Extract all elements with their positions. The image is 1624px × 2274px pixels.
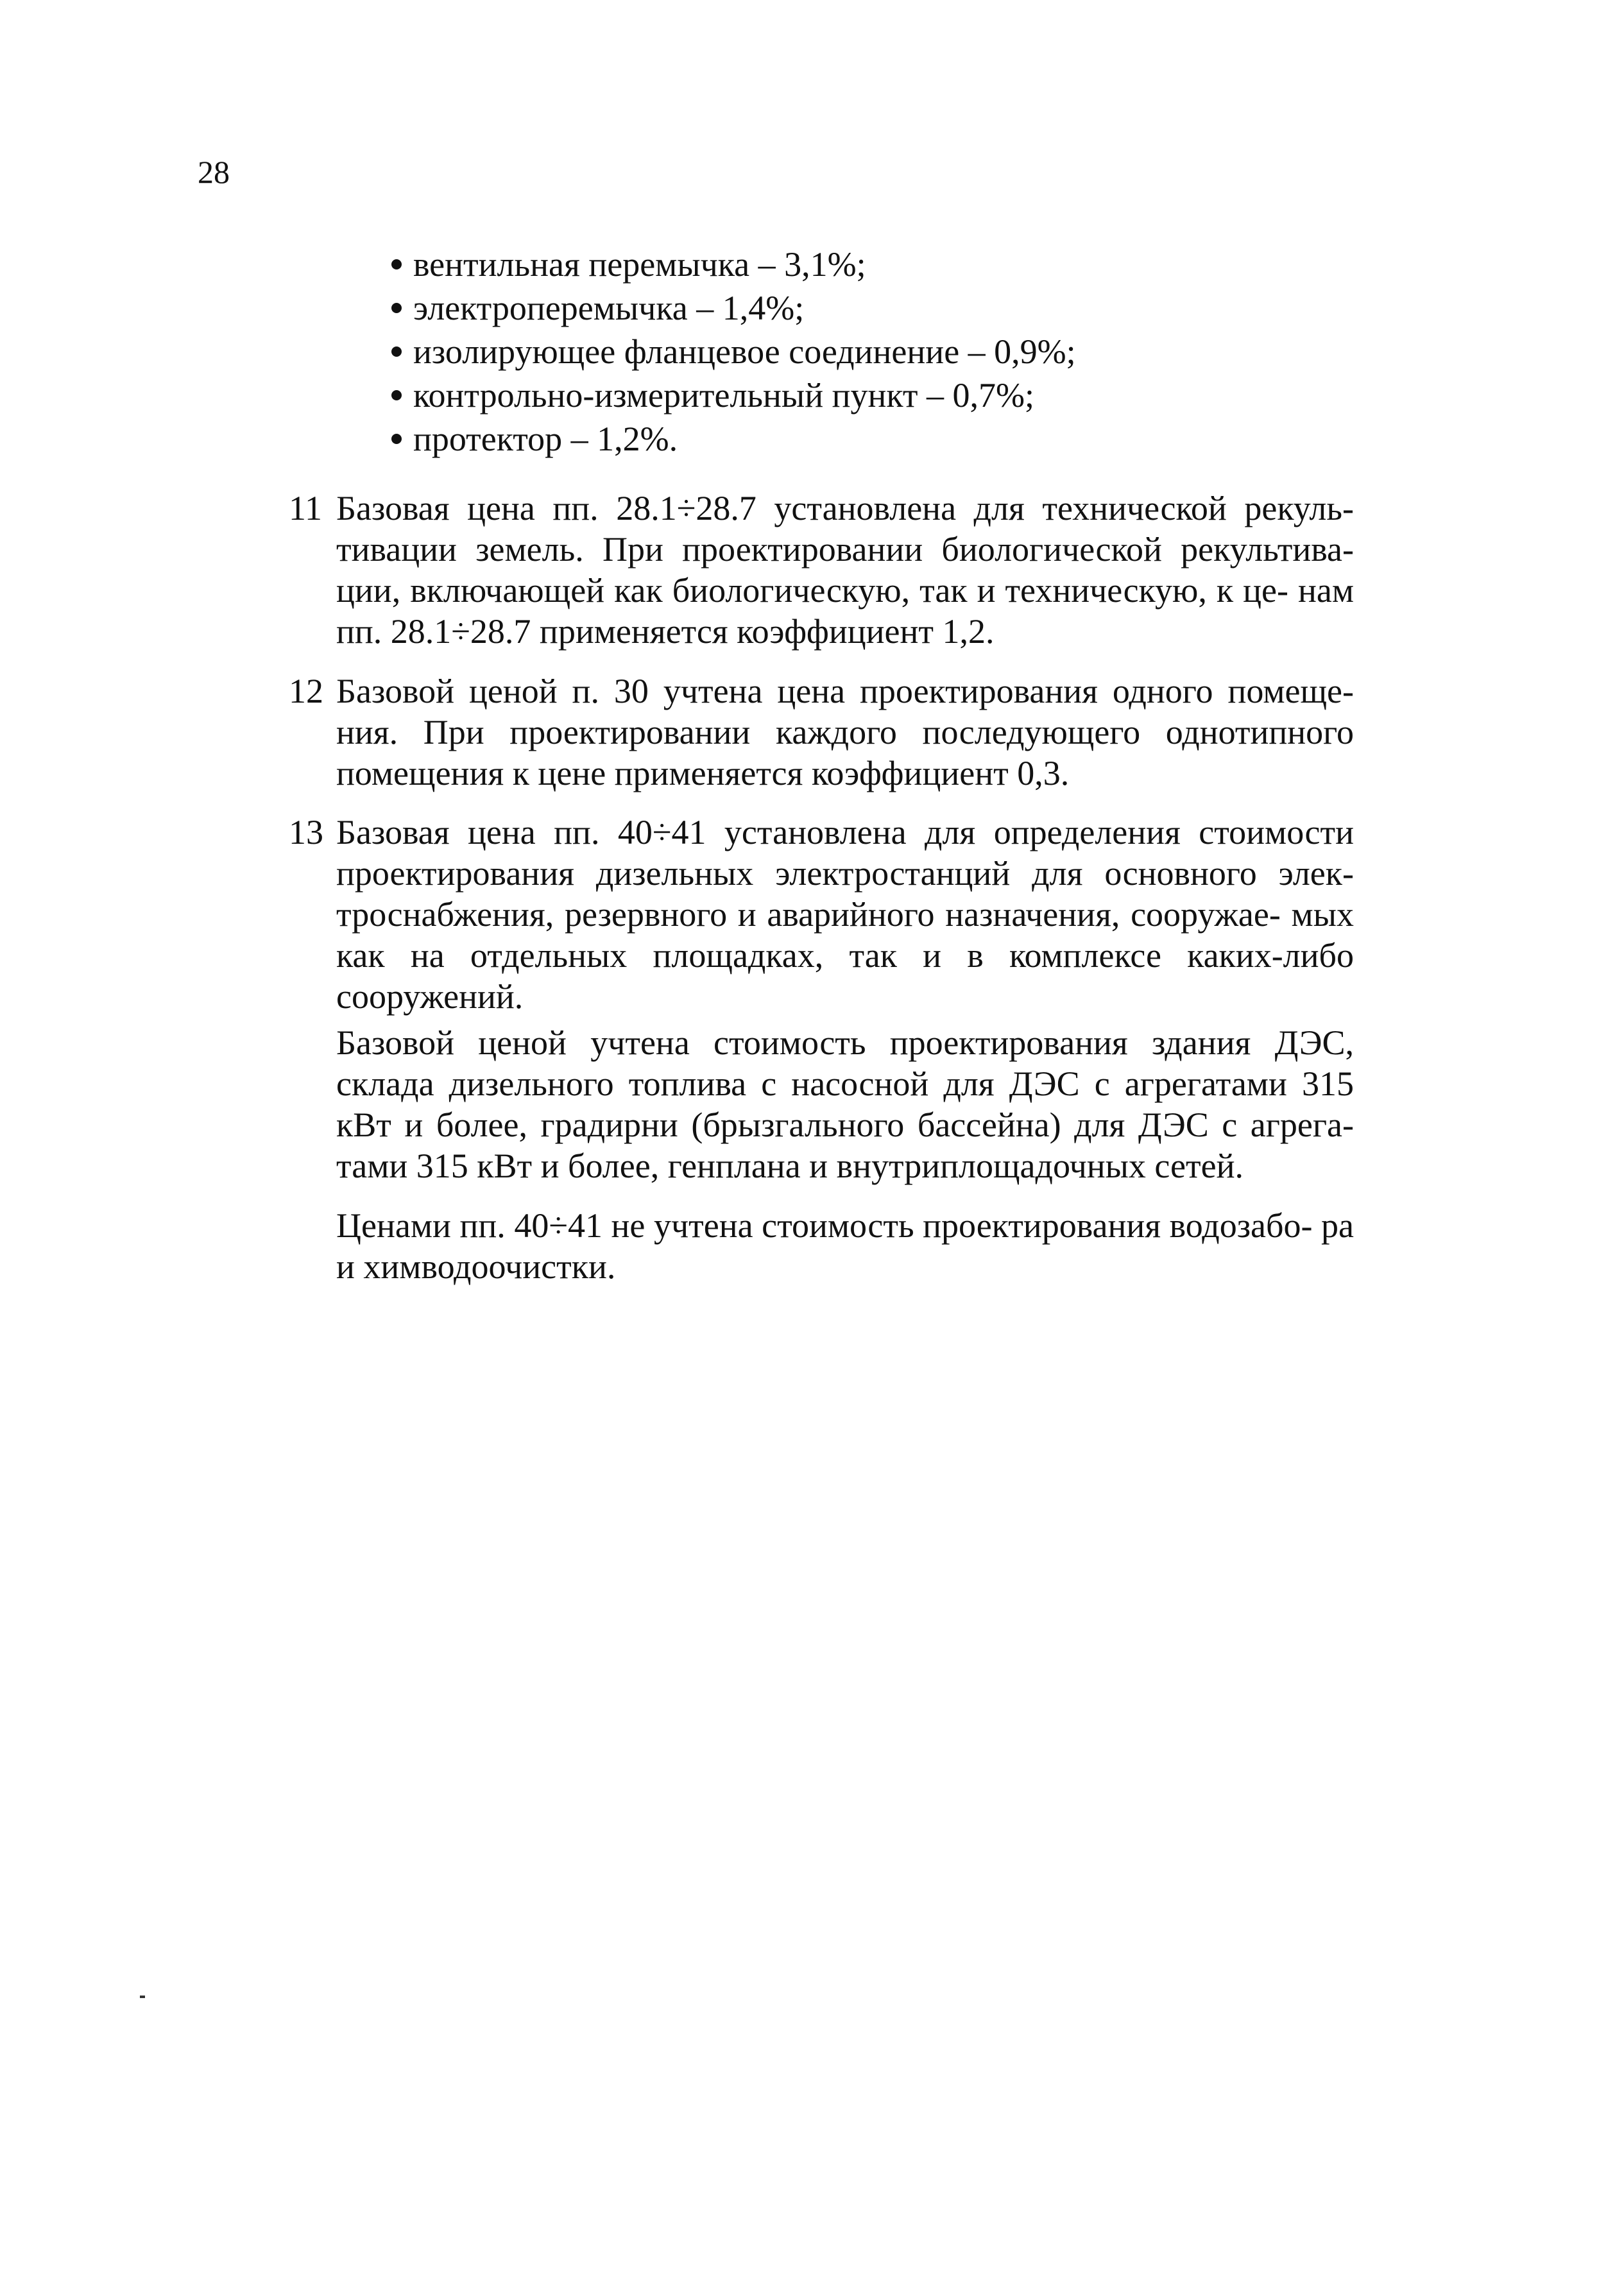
note-line: троснабжения, резервного и аварийного назначения, сооружае- — [336, 895, 1281, 934]
note-body — [336, 671, 1354, 794]
note-number: 13 — [289, 813, 323, 851]
note-body — [336, 488, 1354, 652]
note-11 — [289, 488, 1354, 652]
note-line: тами 315 кВт и более, генплана и внутриплощадочных сетей. — [336, 1147, 1244, 1185]
note-line: мых как на отдельных площадках, так и в комплексе каких-либо — [336, 895, 1354, 975]
bullet-icon — [391, 303, 402, 313]
note-body — [336, 812, 1354, 1186]
note-line: сооружений. — [336, 977, 524, 1016]
bullet-icon — [391, 259, 402, 269]
note-line: тивации земель. При проектировании биологической рекультива- — [336, 530, 1354, 568]
note-line: помещения к цене применяется коэффициент 0,3. — [336, 754, 1070, 792]
list-item — [391, 286, 1076, 330]
list-item-text: изолирующее фланцевое соединение – 0,9%; — [413, 332, 1076, 371]
list-item-text: протектор – 1,2%. — [413, 420, 678, 458]
note-number: 12 — [289, 672, 323, 710]
list-item — [391, 417, 1076, 461]
note-13 — [289, 812, 1354, 1186]
note-line: Базовой ценой п. 30 учтена цена проектирования одного помеще- — [336, 672, 1354, 710]
list-item-text: вентильная перемычка – 3,1%; — [413, 245, 866, 284]
note-line: нам пп. 28.1÷28.7 применяется коэффициент 1,2. — [336, 571, 1354, 651]
note-number: 11 — [289, 489, 322, 527]
trailing-paragraph — [336, 1205, 1354, 1287]
list-item — [391, 243, 1076, 286]
list-item — [391, 330, 1076, 373]
bullet-icon — [391, 390, 402, 400]
page-number: 28 — [198, 154, 230, 190]
note-12 — [289, 671, 1354, 794]
paragraph-line: Ценами пп. 40÷41 не учтена стоимость проектирования водозабо- — [336, 1206, 1313, 1245]
note-continuation — [336, 1022, 1354, 1186]
note-line: ции, включающей как биологическую, так и техническую, к це- — [336, 571, 1288, 610]
list-item-text: контрольно-измерительный пункт – 0,7%; — [413, 376, 1035, 415]
list-item — [391, 373, 1076, 417]
paragraph-line: ра и химводоочистки. — [336, 1206, 1355, 1286]
note-line: Базовая цена пп. 40÷41 установлена для определения стоимости — [336, 813, 1354, 851]
list-item-text: электроперемычка – 1,4%; — [413, 289, 805, 327]
bullet-list — [391, 243, 1076, 461]
note-line: кВт и более, градирни (брызгального бассейна) для ДЭС с агрега- — [336, 1106, 1354, 1144]
scan-speck — [140, 1996, 145, 1998]
note-line: ния. При проектировании каждого последующего однотипного — [336, 713, 1354, 751]
note-line: Базовая цена пп. 28.1÷28.7 установлена для технической рекуль- — [336, 489, 1354, 527]
bullet-icon — [391, 346, 402, 357]
note-line: проектирования дизельных электростанций для основного элек- — [336, 854, 1354, 893]
note-line: склада дизельного топлива с насосной для ДЭС с агрегатами 315 — [336, 1064, 1354, 1103]
bullet-icon — [391, 434, 402, 444]
note-line: Базовой ценой учтена стоимость проектирования здания ДЭС, — [336, 1023, 1354, 1062]
